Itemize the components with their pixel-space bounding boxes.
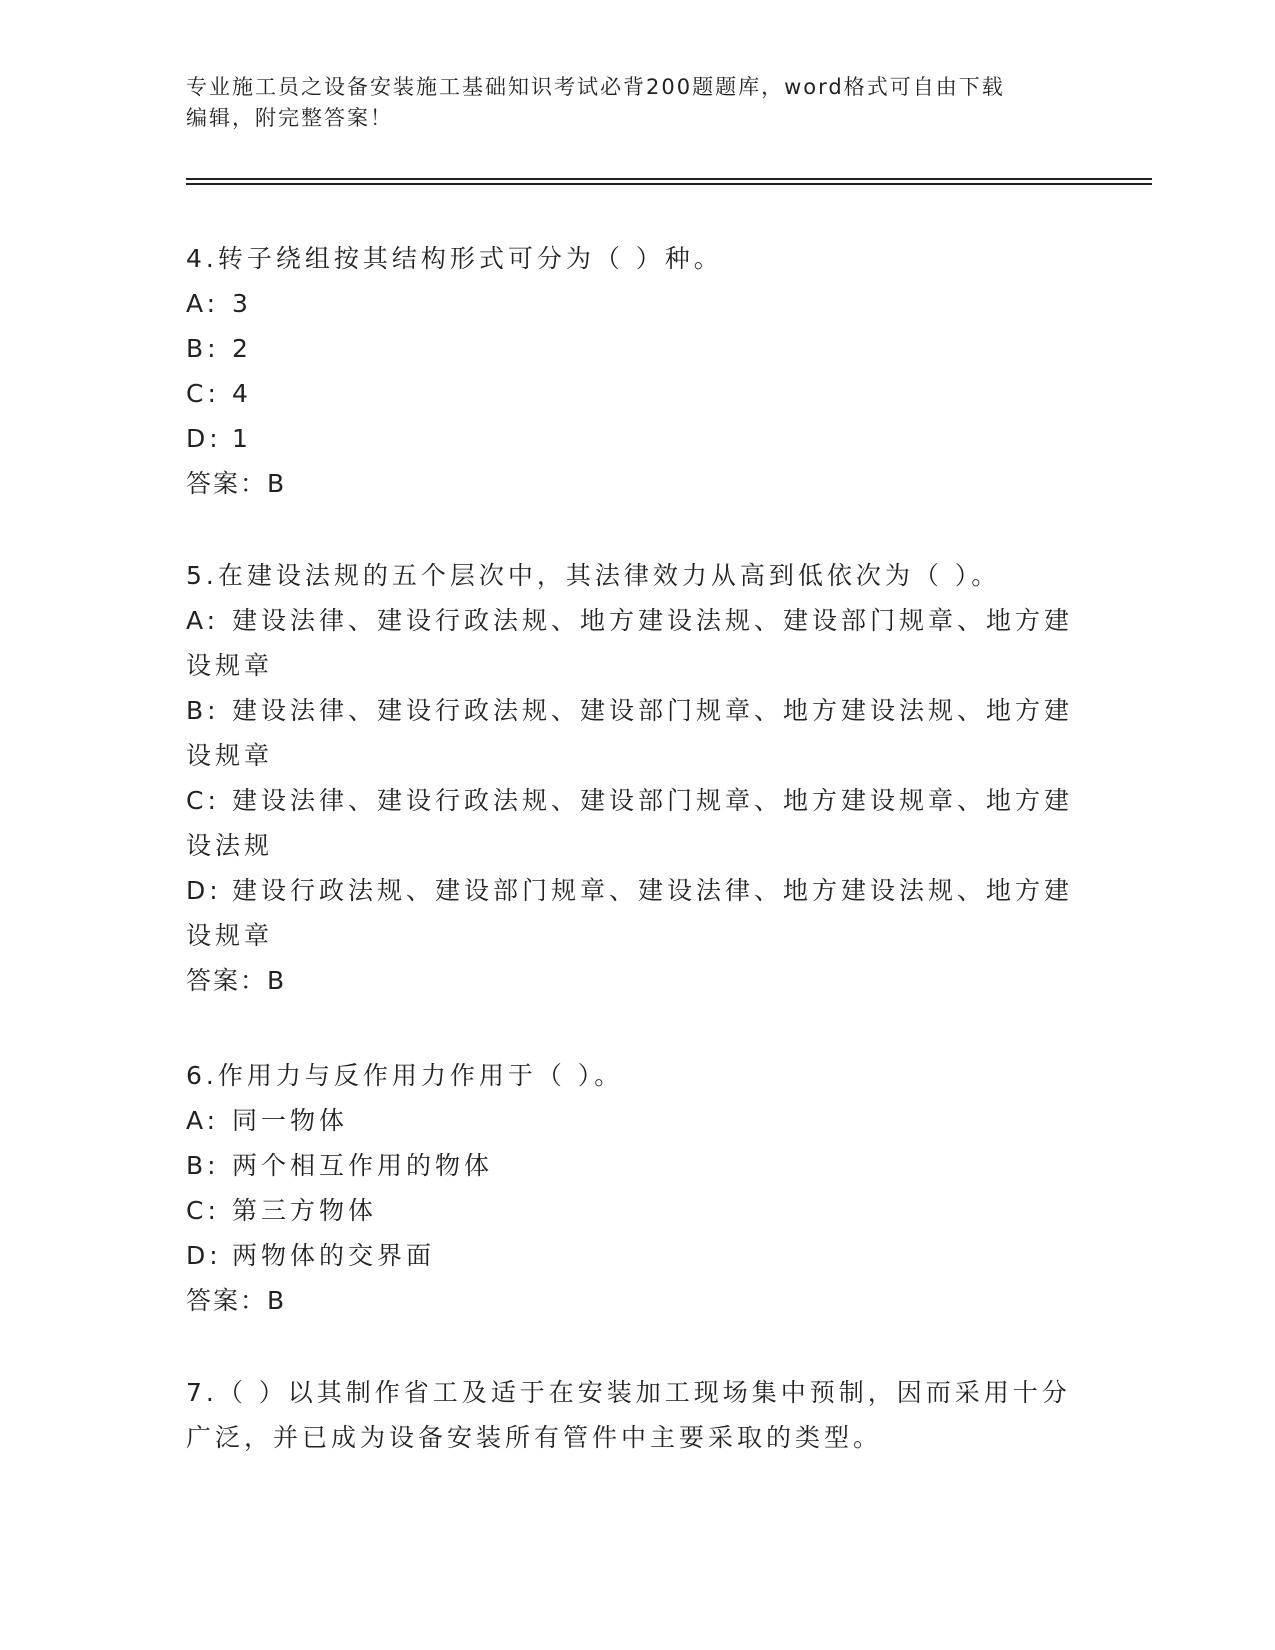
option-text: 4 (232, 379, 252, 408)
option-a-continuation: 设规章 (186, 651, 274, 680)
option-text: 1 (232, 424, 252, 453)
option-text: 两个相互作用的物体 (232, 1151, 494, 1180)
question-stem: 7.（ ）以其制作省工及适于在安装加工现场集中预制，因而采用十分 (186, 1378, 1071, 1407)
option-b (186, 326, 1086, 371)
option-key: A: (186, 289, 220, 318)
option-text: 2 (232, 334, 252, 363)
option-c (186, 778, 1086, 823)
question-stem: 5.在建设法规的五个层次中，其法律效力从高到低依次为（ ）。 (186, 561, 1001, 590)
header-line-2: 编辑，附完整答案！ (186, 106, 393, 130)
header-rule-top (186, 178, 1152, 180)
option-key: B: (186, 1151, 220, 1180)
header-line-1: 专业施工员之设备安装施工基础知识考试必背200题题库，word格式可自由下载 (186, 75, 1005, 99)
document-header (186, 72, 1086, 134)
answer-line: 答案：B (186, 469, 287, 498)
option-key: A: (186, 1106, 220, 1135)
question-7 (186, 1370, 1086, 1460)
question-stem-continuation: 广泛，并已成为设备安装所有管件中主要采取的类型。 (186, 1423, 883, 1452)
question-4 (186, 236, 1086, 506)
question-6 (186, 1053, 1086, 1323)
option-a (186, 1098, 1086, 1143)
option-text: 建设法律、建设行政法规、地方建设法规、建设部门规章、地方建 (232, 606, 1074, 635)
option-key: B: (186, 696, 220, 725)
option-a (186, 281, 1086, 326)
option-c (186, 1188, 1086, 1233)
option-text: 3 (232, 289, 252, 318)
question-stem: 4.转子绕组按其结构形式可分为（ ）种。 (186, 244, 723, 273)
option-key: D: (186, 876, 222, 905)
option-text: 建设法律、建设行政法规、建设部门规章、地方建设法规、地方建 (232, 696, 1074, 725)
option-b (186, 688, 1086, 733)
option-c (186, 371, 1086, 416)
option-d (186, 868, 1086, 913)
option-text: 建设行政法规、建设部门规章、建设法律、地方建设法规、地方建 (232, 876, 1074, 905)
question-stem: 6.作用力与反作用力作用于（ ）。 (186, 1061, 624, 1090)
option-key: C: (186, 786, 220, 815)
option-a (186, 598, 1086, 643)
answer-line: 答案：B (186, 966, 287, 995)
option-d (186, 416, 1086, 461)
option-d (186, 1233, 1086, 1278)
option-key: C: (186, 1196, 220, 1225)
option-key: B: (186, 334, 220, 363)
option-b (186, 1143, 1086, 1188)
answer-line: 答案：B (186, 1286, 287, 1315)
option-text: 同一物体 (232, 1106, 349, 1135)
option-text: 第三方物体 (232, 1196, 378, 1225)
option-text: 建设法律、建设行政法规、建设部门规章、地方建设规章、地方建 (232, 786, 1074, 815)
option-key: D: (186, 1241, 222, 1270)
option-c-continuation: 设法规 (186, 831, 274, 860)
option-key: A: (186, 606, 220, 635)
option-d-continuation: 设规章 (186, 921, 274, 950)
option-key: C: (186, 379, 220, 408)
option-text: 两物体的交界面 (232, 1241, 436, 1270)
question-5 (186, 553, 1086, 1003)
option-b-continuation: 设规章 (186, 741, 274, 770)
option-key: D: (186, 424, 222, 453)
header-rule-bottom (186, 183, 1152, 185)
